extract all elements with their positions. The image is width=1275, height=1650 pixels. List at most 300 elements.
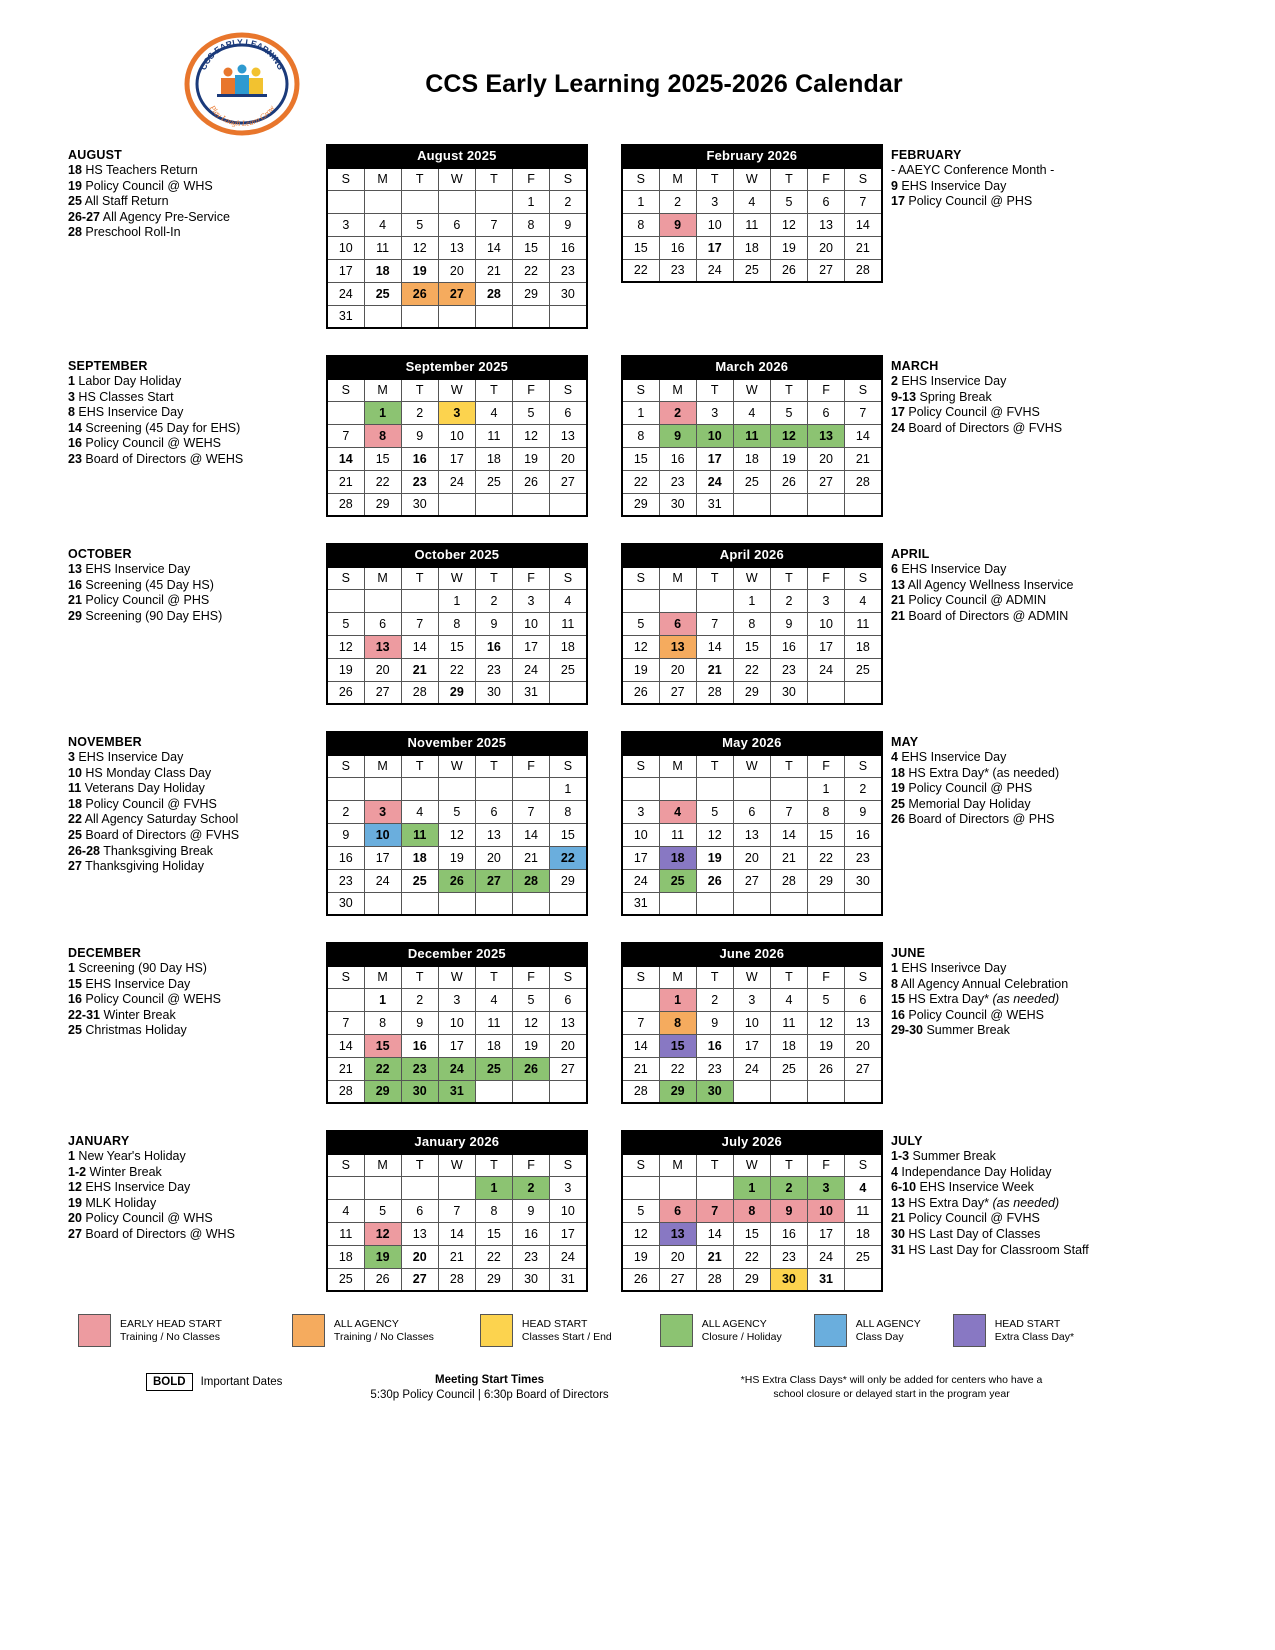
calendar-day-december-22[interactable]: 22 (364, 1057, 401, 1080)
calendar-day-may-1[interactable]: 1 (807, 777, 844, 800)
calendar-day-september-26[interactable]: 26 (512, 470, 549, 493)
calendar-day-march-2[interactable]: 2 (659, 401, 696, 424)
calendar-day-january-8[interactable]: 8 (475, 1199, 512, 1222)
calendar-day-july-27[interactable]: 27 (659, 1268, 696, 1291)
calendar-day-august-18[interactable]: 18 (364, 259, 401, 282)
calendar-day-april-16[interactable]: 16 (770, 635, 807, 658)
calendar-day-august-25[interactable]: 25 (364, 282, 401, 305)
calendar-day-september-8[interactable]: 8 (364, 424, 401, 447)
calendar-day-june-10[interactable]: 10 (733, 1011, 770, 1034)
calendar-day-september-4[interactable]: 4 (475, 401, 512, 424)
calendar-day-august-26[interactable]: 26 (401, 282, 438, 305)
calendar-day-november-16[interactable]: 16 (327, 846, 364, 869)
calendar-day-january-31[interactable]: 31 (550, 1268, 587, 1291)
calendar-day-april-5[interactable]: 5 (622, 612, 659, 635)
calendar-day-august-23[interactable]: 23 (550, 259, 587, 282)
calendar-day-may-25[interactable]: 25 (659, 869, 696, 892)
calendar-day-april-19[interactable]: 19 (622, 658, 659, 681)
calendar-day-august-17[interactable]: 17 (327, 259, 364, 282)
calendar-day-november-21[interactable]: 21 (512, 846, 549, 869)
calendar-day-december-31[interactable]: 31 (438, 1080, 475, 1103)
calendar-day-october-7[interactable]: 7 (401, 612, 438, 635)
calendar-day-july-19[interactable]: 19 (622, 1245, 659, 1268)
calendar-day-march-27[interactable]: 27 (807, 470, 844, 493)
calendar-day-august-30[interactable]: 30 (550, 282, 587, 305)
calendar-day-october-29[interactable]: 29 (438, 681, 475, 704)
calendar-day-january-27[interactable]: 27 (401, 1268, 438, 1291)
calendar-day-february-23[interactable]: 23 (659, 259, 696, 282)
calendar-day-july-30[interactable]: 30 (770, 1268, 807, 1291)
calendar-day-january-24[interactable]: 24 (550, 1245, 587, 1268)
calendar-day-june-24[interactable]: 24 (733, 1057, 770, 1080)
calendar-day-august-6[interactable]: 6 (438, 213, 475, 236)
calendar-day-january-16[interactable]: 16 (512, 1222, 549, 1245)
calendar-day-april-9[interactable]: 9 (770, 612, 807, 635)
calendar-day-september-22[interactable]: 22 (364, 470, 401, 493)
calendar-day-june-7[interactable]: 7 (622, 1011, 659, 1034)
calendar-day-january-6[interactable]: 6 (401, 1199, 438, 1222)
calendar-day-july-20[interactable]: 20 (659, 1245, 696, 1268)
calendar-day-march-6[interactable]: 6 (807, 401, 844, 424)
calendar-day-october-21[interactable]: 21 (401, 658, 438, 681)
calendar-day-june-15[interactable]: 15 (659, 1034, 696, 1057)
calendar-day-november-30[interactable]: 30 (327, 892, 364, 915)
calendar-day-january-4[interactable]: 4 (327, 1199, 364, 1222)
calendar-day-june-22[interactable]: 22 (659, 1057, 696, 1080)
calendar-day-may-26[interactable]: 26 (696, 869, 733, 892)
calendar-day-december-15[interactable]: 15 (364, 1034, 401, 1057)
calendar-day-april-25[interactable]: 25 (845, 658, 882, 681)
calendar-day-april-27[interactable]: 27 (659, 681, 696, 704)
calendar-day-may-23[interactable]: 23 (845, 846, 882, 869)
calendar-day-october-6[interactable]: 6 (364, 612, 401, 635)
calendar-day-september-15[interactable]: 15 (364, 447, 401, 470)
calendar-day-august-19[interactable]: 19 (401, 259, 438, 282)
calendar-day-november-19[interactable]: 19 (438, 846, 475, 869)
calendar-day-june-23[interactable]: 23 (696, 1057, 733, 1080)
calendar-day-march-24[interactable]: 24 (696, 470, 733, 493)
calendar-day-july-1[interactable]: 1 (733, 1176, 770, 1199)
calendar-day-august-4[interactable]: 4 (364, 213, 401, 236)
calendar-day-november-6[interactable]: 6 (475, 800, 512, 823)
calendar-day-november-4[interactable]: 4 (401, 800, 438, 823)
calendar-day-december-29[interactable]: 29 (364, 1080, 401, 1103)
calendar-day-may-21[interactable]: 21 (770, 846, 807, 869)
calendar-day-august-8[interactable]: 8 (512, 213, 549, 236)
calendar-day-september-20[interactable]: 20 (550, 447, 587, 470)
calendar-day-october-28[interactable]: 28 (401, 681, 438, 704)
calendar-day-september-18[interactable]: 18 (475, 447, 512, 470)
calendar-day-may-3[interactable]: 3 (622, 800, 659, 823)
calendar-day-october-14[interactable]: 14 (401, 635, 438, 658)
calendar-day-march-11[interactable]: 11 (733, 424, 770, 447)
calendar-day-february-20[interactable]: 20 (807, 236, 844, 259)
calendar-day-april-17[interactable]: 17 (807, 635, 844, 658)
calendar-day-april-10[interactable]: 10 (807, 612, 844, 635)
calendar-day-august-15[interactable]: 15 (512, 236, 549, 259)
calendar-day-november-2[interactable]: 2 (327, 800, 364, 823)
calendar-day-september-13[interactable]: 13 (550, 424, 587, 447)
calendar-day-october-19[interactable]: 19 (327, 658, 364, 681)
calendar-day-june-18[interactable]: 18 (770, 1034, 807, 1057)
calendar-day-august-10[interactable]: 10 (327, 236, 364, 259)
calendar-day-august-1[interactable]: 1 (512, 190, 549, 213)
calendar-day-june-25[interactable]: 25 (770, 1057, 807, 1080)
calendar-day-april-21[interactable]: 21 (696, 658, 733, 681)
calendar-day-march-31[interactable]: 31 (696, 493, 733, 516)
calendar-day-november-14[interactable]: 14 (512, 823, 549, 846)
calendar-day-november-9[interactable]: 9 (327, 823, 364, 846)
calendar-day-june-30[interactable]: 30 (696, 1080, 733, 1103)
calendar-day-december-27[interactable]: 27 (550, 1057, 587, 1080)
calendar-day-september-14[interactable]: 14 (327, 447, 364, 470)
calendar-day-december-25[interactable]: 25 (475, 1057, 512, 1080)
calendar-day-october-30[interactable]: 30 (475, 681, 512, 704)
calendar-day-july-14[interactable]: 14 (696, 1222, 733, 1245)
calendar-day-february-26[interactable]: 26 (770, 259, 807, 282)
calendar-day-april-30[interactable]: 30 (770, 681, 807, 704)
calendar-day-november-26[interactable]: 26 (438, 869, 475, 892)
calendar-day-april-11[interactable]: 11 (845, 612, 882, 635)
calendar-day-august-11[interactable]: 11 (364, 236, 401, 259)
calendar-day-november-20[interactable]: 20 (475, 846, 512, 869)
calendar-day-september-6[interactable]: 6 (550, 401, 587, 424)
calendar-day-july-18[interactable]: 18 (845, 1222, 882, 1245)
calendar-day-february-16[interactable]: 16 (659, 236, 696, 259)
calendar-day-january-7[interactable]: 7 (438, 1199, 475, 1222)
calendar-day-march-16[interactable]: 16 (659, 447, 696, 470)
calendar-day-august-29[interactable]: 29 (512, 282, 549, 305)
calendar-day-october-11[interactable]: 11 (550, 612, 587, 635)
calendar-day-february-4[interactable]: 4 (733, 190, 770, 213)
calendar-day-january-19[interactable]: 19 (364, 1245, 401, 1268)
calendar-day-march-22[interactable]: 22 (622, 470, 659, 493)
calendar-day-march-12[interactable]: 12 (770, 424, 807, 447)
calendar-day-march-21[interactable]: 21 (845, 447, 882, 470)
calendar-day-april-1[interactable]: 1 (733, 589, 770, 612)
calendar-day-january-5[interactable]: 5 (364, 1199, 401, 1222)
calendar-day-july-10[interactable]: 10 (807, 1199, 844, 1222)
calendar-day-march-29[interactable]: 29 (622, 493, 659, 516)
calendar-day-december-12[interactable]: 12 (512, 1011, 549, 1034)
calendar-day-august-20[interactable]: 20 (438, 259, 475, 282)
calendar-day-may-20[interactable]: 20 (733, 846, 770, 869)
calendar-day-december-7[interactable]: 7 (327, 1011, 364, 1034)
calendar-day-august-2[interactable]: 2 (550, 190, 587, 213)
calendar-day-august-3[interactable]: 3 (327, 213, 364, 236)
calendar-day-july-9[interactable]: 9 (770, 1199, 807, 1222)
calendar-day-april-29[interactable]: 29 (733, 681, 770, 704)
calendar-day-august-9[interactable]: 9 (550, 213, 587, 236)
calendar-day-january-23[interactable]: 23 (512, 1245, 549, 1268)
calendar-day-june-8[interactable]: 8 (659, 1011, 696, 1034)
calendar-day-september-25[interactable]: 25 (475, 470, 512, 493)
calendar-day-october-26[interactable]: 26 (327, 681, 364, 704)
calendar-day-september-24[interactable]: 24 (438, 470, 475, 493)
calendar-day-february-17[interactable]: 17 (696, 236, 733, 259)
calendar-day-january-17[interactable]: 17 (550, 1222, 587, 1245)
calendar-day-august-13[interactable]: 13 (438, 236, 475, 259)
calendar-day-june-27[interactable]: 27 (845, 1057, 882, 1080)
calendar-day-june-28[interactable]: 28 (622, 1080, 659, 1103)
calendar-day-may-10[interactable]: 10 (622, 823, 659, 846)
calendar-day-october-13[interactable]: 13 (364, 635, 401, 658)
calendar-day-may-5[interactable]: 5 (696, 800, 733, 823)
calendar-day-january-2[interactable]: 2 (512, 1176, 549, 1199)
calendar-day-july-23[interactable]: 23 (770, 1245, 807, 1268)
calendar-day-february-13[interactable]: 13 (807, 213, 844, 236)
calendar-day-october-16[interactable]: 16 (475, 635, 512, 658)
calendar-day-december-26[interactable]: 26 (512, 1057, 549, 1080)
calendar-day-february-21[interactable]: 21 (845, 236, 882, 259)
calendar-day-october-24[interactable]: 24 (512, 658, 549, 681)
calendar-day-april-4[interactable]: 4 (845, 589, 882, 612)
calendar-day-may-17[interactable]: 17 (622, 846, 659, 869)
calendar-day-december-16[interactable]: 16 (401, 1034, 438, 1057)
calendar-day-february-15[interactable]: 15 (622, 236, 659, 259)
calendar-day-september-17[interactable]: 17 (438, 447, 475, 470)
calendar-day-april-26[interactable]: 26 (622, 681, 659, 704)
calendar-day-february-5[interactable]: 5 (770, 190, 807, 213)
calendar-day-july-16[interactable]: 16 (770, 1222, 807, 1245)
calendar-day-january-11[interactable]: 11 (327, 1222, 364, 1245)
calendar-day-february-22[interactable]: 22 (622, 259, 659, 282)
calendar-day-february-7[interactable]: 7 (845, 190, 882, 213)
calendar-day-november-22[interactable]: 22 (550, 846, 587, 869)
calendar-day-june-9[interactable]: 9 (696, 1011, 733, 1034)
calendar-day-september-27[interactable]: 27 (550, 470, 587, 493)
calendar-day-november-24[interactable]: 24 (364, 869, 401, 892)
calendar-day-october-9[interactable]: 9 (475, 612, 512, 635)
calendar-day-september-30[interactable]: 30 (401, 493, 438, 516)
calendar-day-february-25[interactable]: 25 (733, 259, 770, 282)
calendar-day-january-29[interactable]: 29 (475, 1268, 512, 1291)
calendar-day-june-20[interactable]: 20 (845, 1034, 882, 1057)
calendar-day-october-25[interactable]: 25 (550, 658, 587, 681)
calendar-day-march-30[interactable]: 30 (659, 493, 696, 516)
calendar-day-march-20[interactable]: 20 (807, 447, 844, 470)
calendar-day-november-11[interactable]: 11 (401, 823, 438, 846)
calendar-day-may-9[interactable]: 9 (845, 800, 882, 823)
calendar-day-july-21[interactable]: 21 (696, 1245, 733, 1268)
calendar-day-october-3[interactable]: 3 (512, 589, 549, 612)
calendar-day-march-13[interactable]: 13 (807, 424, 844, 447)
calendar-day-june-3[interactable]: 3 (733, 988, 770, 1011)
calendar-day-april-2[interactable]: 2 (770, 589, 807, 612)
calendar-day-october-1[interactable]: 1 (438, 589, 475, 612)
calendar-day-march-7[interactable]: 7 (845, 401, 882, 424)
calendar-day-april-8[interactable]: 8 (733, 612, 770, 635)
calendar-day-november-1[interactable]: 1 (550, 777, 587, 800)
calendar-day-november-17[interactable]: 17 (364, 846, 401, 869)
calendar-day-may-31[interactable]: 31 (622, 892, 659, 915)
calendar-day-february-11[interactable]: 11 (733, 213, 770, 236)
calendar-day-january-3[interactable]: 3 (550, 1176, 587, 1199)
calendar-day-february-8[interactable]: 8 (622, 213, 659, 236)
calendar-day-january-14[interactable]: 14 (438, 1222, 475, 1245)
calendar-day-january-1[interactable]: 1 (475, 1176, 512, 1199)
calendar-day-june-12[interactable]: 12 (807, 1011, 844, 1034)
calendar-day-december-14[interactable]: 14 (327, 1034, 364, 1057)
calendar-day-july-28[interactable]: 28 (696, 1268, 733, 1291)
calendar-day-may-7[interactable]: 7 (770, 800, 807, 823)
calendar-day-march-9[interactable]: 9 (659, 424, 696, 447)
calendar-day-december-30[interactable]: 30 (401, 1080, 438, 1103)
calendar-day-august-24[interactable]: 24 (327, 282, 364, 305)
calendar-day-april-20[interactable]: 20 (659, 658, 696, 681)
calendar-day-november-10[interactable]: 10 (364, 823, 401, 846)
calendar-day-december-5[interactable]: 5 (512, 988, 549, 1011)
calendar-day-august-22[interactable]: 22 (512, 259, 549, 282)
calendar-day-august-12[interactable]: 12 (401, 236, 438, 259)
calendar-day-april-18[interactable]: 18 (845, 635, 882, 658)
calendar-day-march-18[interactable]: 18 (733, 447, 770, 470)
calendar-day-december-11[interactable]: 11 (475, 1011, 512, 1034)
calendar-day-october-5[interactable]: 5 (327, 612, 364, 635)
calendar-day-august-27[interactable]: 27 (438, 282, 475, 305)
calendar-day-april-24[interactable]: 24 (807, 658, 844, 681)
calendar-day-august-5[interactable]: 5 (401, 213, 438, 236)
calendar-day-april-7[interactable]: 7 (696, 612, 733, 635)
calendar-day-july-29[interactable]: 29 (733, 1268, 770, 1291)
calendar-day-may-29[interactable]: 29 (807, 869, 844, 892)
calendar-day-december-24[interactable]: 24 (438, 1057, 475, 1080)
calendar-day-december-13[interactable]: 13 (550, 1011, 587, 1034)
calendar-day-september-7[interactable]: 7 (327, 424, 364, 447)
calendar-day-november-29[interactable]: 29 (550, 869, 587, 892)
calendar-day-august-16[interactable]: 16 (550, 236, 587, 259)
calendar-day-february-18[interactable]: 18 (733, 236, 770, 259)
calendar-day-may-18[interactable]: 18 (659, 846, 696, 869)
calendar-day-september-1[interactable]: 1 (364, 401, 401, 424)
calendar-day-february-9[interactable]: 9 (659, 213, 696, 236)
calendar-day-march-26[interactable]: 26 (770, 470, 807, 493)
calendar-day-january-12[interactable]: 12 (364, 1222, 401, 1245)
calendar-day-september-3[interactable]: 3 (438, 401, 475, 424)
calendar-day-september-10[interactable]: 10 (438, 424, 475, 447)
calendar-day-july-5[interactable]: 5 (622, 1199, 659, 1222)
calendar-day-march-15[interactable]: 15 (622, 447, 659, 470)
calendar-day-march-3[interactable]: 3 (696, 401, 733, 424)
calendar-day-april-3[interactable]: 3 (807, 589, 844, 612)
calendar-day-december-10[interactable]: 10 (438, 1011, 475, 1034)
calendar-day-april-22[interactable]: 22 (733, 658, 770, 681)
calendar-day-november-5[interactable]: 5 (438, 800, 475, 823)
calendar-day-october-10[interactable]: 10 (512, 612, 549, 635)
calendar-day-december-2[interactable]: 2 (401, 988, 438, 1011)
calendar-day-november-3[interactable]: 3 (364, 800, 401, 823)
calendar-day-march-14[interactable]: 14 (845, 424, 882, 447)
calendar-day-may-8[interactable]: 8 (807, 800, 844, 823)
calendar-day-june-2[interactable]: 2 (696, 988, 733, 1011)
calendar-day-september-16[interactable]: 16 (401, 447, 438, 470)
calendar-day-october-23[interactable]: 23 (475, 658, 512, 681)
calendar-day-march-1[interactable]: 1 (622, 401, 659, 424)
calendar-day-december-21[interactable]: 21 (327, 1057, 364, 1080)
calendar-day-november-15[interactable]: 15 (550, 823, 587, 846)
calendar-day-july-11[interactable]: 11 (845, 1199, 882, 1222)
calendar-day-january-15[interactable]: 15 (475, 1222, 512, 1245)
calendar-day-november-13[interactable]: 13 (475, 823, 512, 846)
calendar-day-september-21[interactable]: 21 (327, 470, 364, 493)
calendar-day-february-3[interactable]: 3 (696, 190, 733, 213)
calendar-day-january-22[interactable]: 22 (475, 1245, 512, 1268)
calendar-day-december-17[interactable]: 17 (438, 1034, 475, 1057)
calendar-day-june-5[interactable]: 5 (807, 988, 844, 1011)
calendar-day-february-12[interactable]: 12 (770, 213, 807, 236)
calendar-day-december-19[interactable]: 19 (512, 1034, 549, 1057)
calendar-day-january-9[interactable]: 9 (512, 1199, 549, 1222)
calendar-day-march-5[interactable]: 5 (770, 401, 807, 424)
calendar-day-april-23[interactable]: 23 (770, 658, 807, 681)
calendar-day-november-12[interactable]: 12 (438, 823, 475, 846)
calendar-day-october-2[interactable]: 2 (475, 589, 512, 612)
calendar-day-february-6[interactable]: 6 (807, 190, 844, 213)
calendar-day-june-17[interactable]: 17 (733, 1034, 770, 1057)
calendar-day-october-15[interactable]: 15 (438, 635, 475, 658)
calendar-day-december-20[interactable]: 20 (550, 1034, 587, 1057)
calendar-day-october-18[interactable]: 18 (550, 635, 587, 658)
calendar-day-december-28[interactable]: 28 (327, 1080, 364, 1103)
calendar-day-december-6[interactable]: 6 (550, 988, 587, 1011)
calendar-day-november-27[interactable]: 27 (475, 869, 512, 892)
calendar-day-june-6[interactable]: 6 (845, 988, 882, 1011)
calendar-day-january-10[interactable]: 10 (550, 1199, 587, 1222)
calendar-day-november-7[interactable]: 7 (512, 800, 549, 823)
calendar-day-february-10[interactable]: 10 (696, 213, 733, 236)
calendar-day-january-30[interactable]: 30 (512, 1268, 549, 1291)
calendar-day-october-22[interactable]: 22 (438, 658, 475, 681)
calendar-day-july-13[interactable]: 13 (659, 1222, 696, 1245)
calendar-day-october-27[interactable]: 27 (364, 681, 401, 704)
calendar-day-october-31[interactable]: 31 (512, 681, 549, 704)
calendar-day-october-17[interactable]: 17 (512, 635, 549, 658)
calendar-day-may-4[interactable]: 4 (659, 800, 696, 823)
calendar-day-march-23[interactable]: 23 (659, 470, 696, 493)
calendar-day-july-6[interactable]: 6 (659, 1199, 696, 1222)
calendar-day-september-19[interactable]: 19 (512, 447, 549, 470)
calendar-day-april-12[interactable]: 12 (622, 635, 659, 658)
calendar-day-june-26[interactable]: 26 (807, 1057, 844, 1080)
calendar-day-may-28[interactable]: 28 (770, 869, 807, 892)
calendar-day-march-17[interactable]: 17 (696, 447, 733, 470)
calendar-day-april-14[interactable]: 14 (696, 635, 733, 658)
calendar-day-september-23[interactable]: 23 (401, 470, 438, 493)
calendar-day-february-14[interactable]: 14 (845, 213, 882, 236)
calendar-day-october-4[interactable]: 4 (550, 589, 587, 612)
calendar-day-july-12[interactable]: 12 (622, 1222, 659, 1245)
calendar-day-july-17[interactable]: 17 (807, 1222, 844, 1245)
calendar-day-january-26[interactable]: 26 (364, 1268, 401, 1291)
calendar-day-august-28[interactable]: 28 (475, 282, 512, 305)
calendar-day-march-8[interactable]: 8 (622, 424, 659, 447)
calendar-day-march-28[interactable]: 28 (845, 470, 882, 493)
calendar-day-july-26[interactable]: 26 (622, 1268, 659, 1291)
calendar-day-january-20[interactable]: 20 (401, 1245, 438, 1268)
calendar-day-may-15[interactable]: 15 (807, 823, 844, 846)
calendar-day-march-19[interactable]: 19 (770, 447, 807, 470)
calendar-day-september-11[interactable]: 11 (475, 424, 512, 447)
calendar-day-october-20[interactable]: 20 (364, 658, 401, 681)
calendar-day-october-8[interactable]: 8 (438, 612, 475, 635)
calendar-day-august-14[interactable]: 14 (475, 236, 512, 259)
calendar-day-february-2[interactable]: 2 (659, 190, 696, 213)
calendar-day-august-7[interactable]: 7 (475, 213, 512, 236)
calendar-day-november-28[interactable]: 28 (512, 869, 549, 892)
calendar-day-february-24[interactable]: 24 (696, 259, 733, 282)
calendar-day-june-11[interactable]: 11 (770, 1011, 807, 1034)
calendar-day-november-25[interactable]: 25 (401, 869, 438, 892)
